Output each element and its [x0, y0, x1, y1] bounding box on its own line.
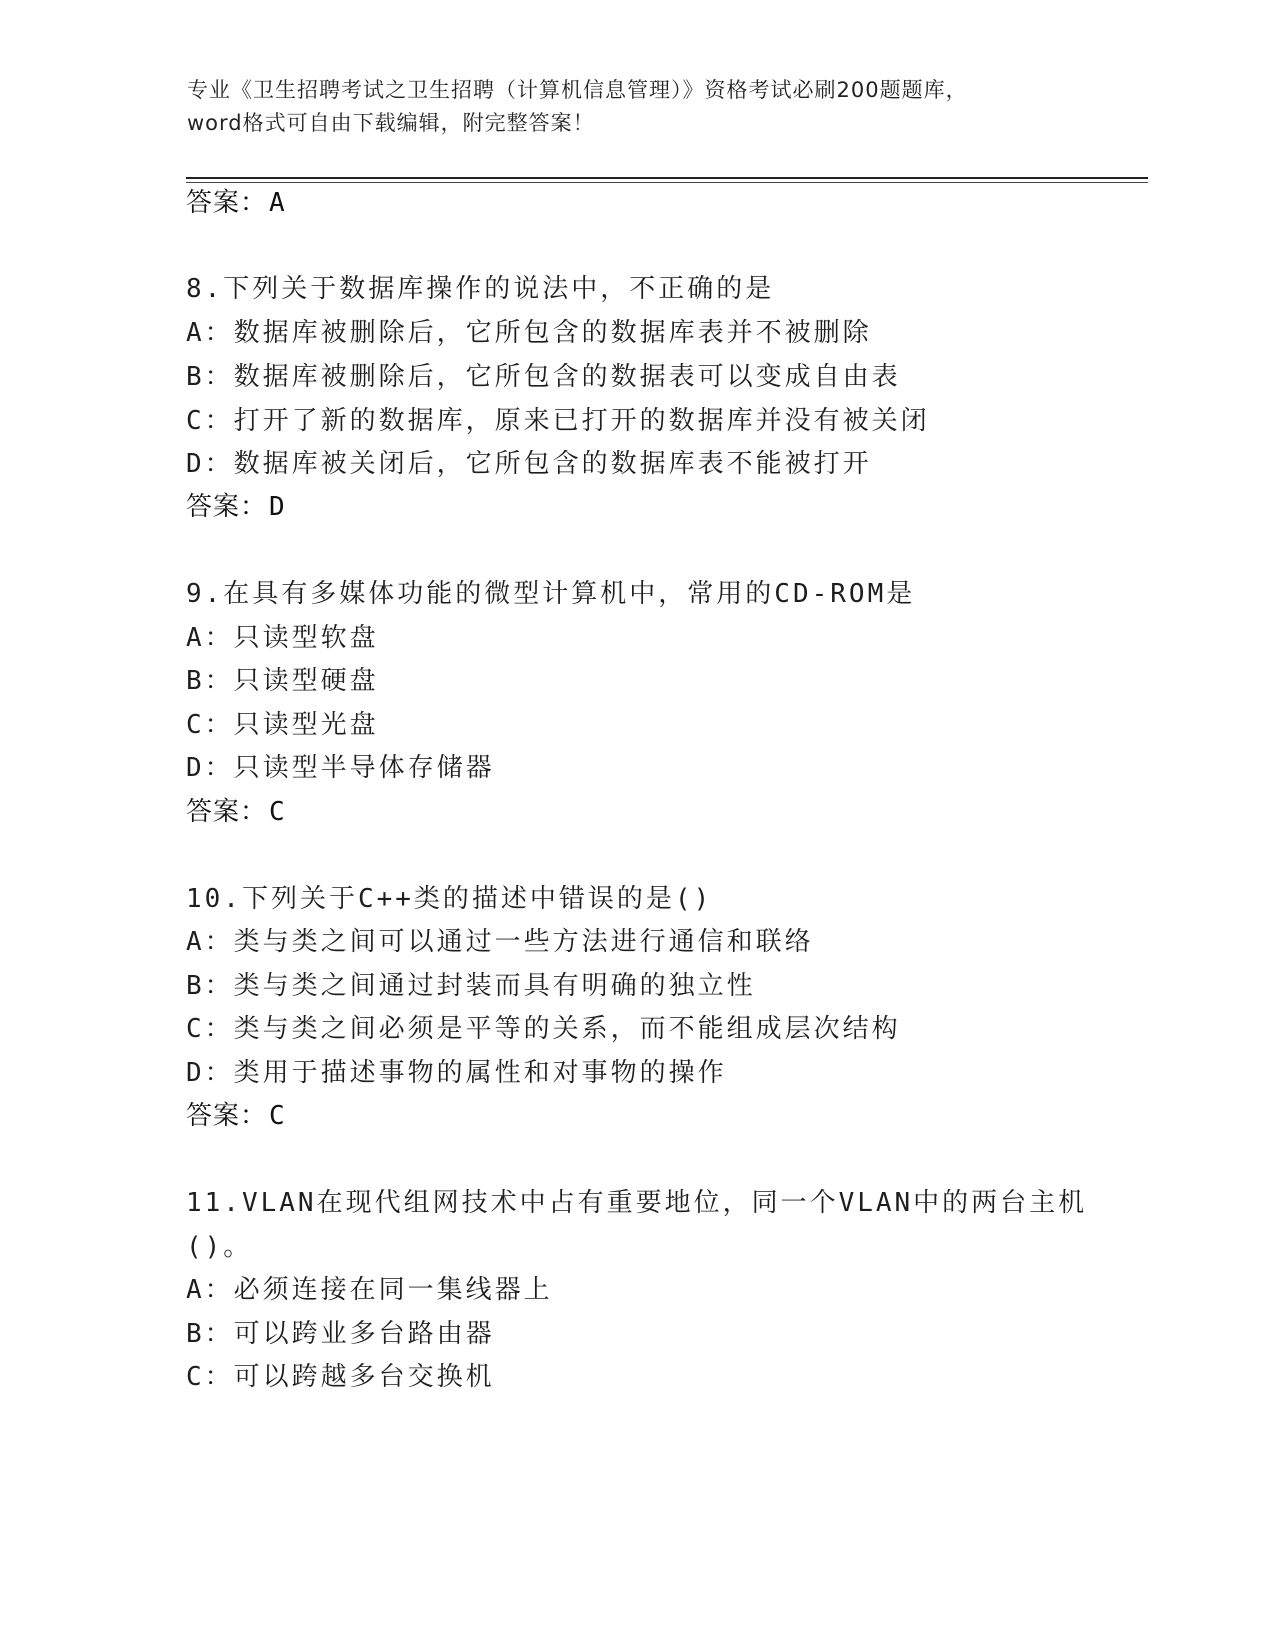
question-10-option-c: C：类与类之间必须是平等的关系，而不能组成层次结构 [186, 1014, 901, 1044]
answer-label: 答案： [186, 1101, 268, 1131]
answer-line-q9 [186, 795, 286, 829]
question-10-option-b: B：类与类之间通过封装而具有明确的独立性 [186, 971, 756, 1001]
answer-value: D [269, 492, 286, 522]
question-11-text-line-2: ()。 [186, 1232, 253, 1262]
answer-line-q8 [186, 490, 286, 524]
question-8-option-d: D：数据库被关闭后，它所包含的数据库表不能被打开 [186, 449, 872, 479]
document-header [187, 74, 1087, 140]
question-8-text: 8.下列关于数据库操作的说法中，不正确的是 [186, 274, 775, 304]
answer-value: C [269, 797, 286, 827]
question-9-option-b: B：只读型硬盘 [186, 666, 379, 696]
question-9-option-d: D：只读型半导体存储器 [186, 753, 495, 783]
question-8-option-a: A：数据库被删除后，它所包含的数据库表并不被删除 [186, 318, 872, 348]
question-11-text-line-1: 11.VLAN在现代组网技术中占有重要地位，同一个VLAN中的两台主机 [186, 1188, 1088, 1218]
answer-value: C [269, 1101, 286, 1131]
header-title-line-2: word格式可自由下载编辑，附完整答案！ [187, 111, 595, 135]
answer-line-q7 [186, 186, 286, 220]
header-divider-thin [186, 182, 1148, 183]
question-8-option-c: C：打开了新的数据库，原来已打开的数据库并没有被关闭 [186, 406, 930, 436]
answer-label: 答案： [186, 797, 268, 827]
question-8-option-b: B：数据库被删除后，它所包含的数据表可以变成自由表 [186, 362, 901, 392]
question-10-option-d: D：类用于描述事物的属性和对事物的操作 [186, 1058, 727, 1088]
question-11-option-c: C：可以跨越多台交换机 [186, 1362, 495, 1392]
question-9-option-a: A：只读型软盘 [186, 623, 379, 653]
question-11-option-a: A：必须连接在同一集线器上 [186, 1275, 553, 1305]
answer-line-q10 [186, 1099, 286, 1133]
question-11-option-b: B：可以跨业多台路由器 [186, 1319, 495, 1349]
question-10-text: 10.下列关于C++类的描述中错误的是() [186, 884, 713, 914]
answer-value: A [269, 188, 286, 218]
header-title-line-1: 专业《卫生招聘考试之卫生招聘（计算机信息管理）》资格考试必刷200题题库， [187, 78, 968, 102]
header-divider-thick [186, 177, 1148, 179]
question-9-text: 9.在具有多媒体功能的微型计算机中，常用的CD-ROM是 [186, 579, 916, 609]
question-10-option-a: A：类与类之间可以通过一些方法进行通信和联络 [186, 927, 814, 957]
answer-label: 答案： [186, 492, 268, 522]
question-9-option-c: C：只读型光盘 [186, 710, 379, 740]
answer-label: 答案： [186, 188, 268, 218]
